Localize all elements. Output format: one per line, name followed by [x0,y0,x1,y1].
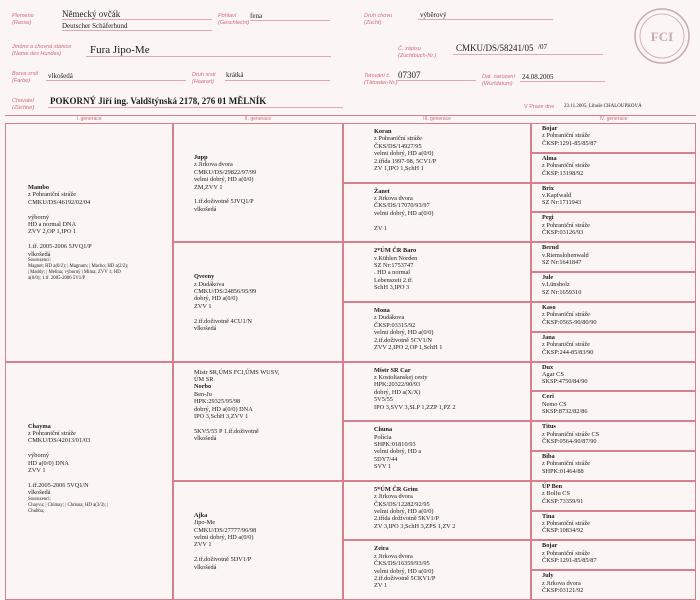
dog-detail: dobrý, HD a(0/0) DNA [194,405,253,413]
dog-name: Ajka [194,511,208,519]
birth-date: 24.08.2005 [522,73,554,81]
dog-detail: vlkošedá [194,205,217,213]
dog-detail: ČKSP:244-85/83/90 [542,348,594,356]
dog-detail: z Pohraniční stráže [28,191,76,199]
dog-name: Qveeny [194,273,215,281]
dog-entry [542,513,590,535]
dog-name: Jupp [194,154,208,161]
dog-detail: vlkošedá [194,325,217,333]
dog-entry [374,367,455,411]
dog-detail: SchH 3,IPO 3 [374,284,410,292]
dog-entry [542,453,590,475]
dog-detail: v.Lünsholz [542,281,570,289]
dog-name: Kaso [542,303,556,311]
druh-srsti-label: Druh srsti (Haarart) [192,72,216,85]
gen1-cell [5,362,173,600]
dog-detail: ZM,ZVV 1 [194,183,223,191]
gen1-header: I. generace [5,115,173,124]
dog-detail: . HD a normal [374,269,411,277]
dog-detail: velmi dobrý, HD a(0/0) [374,329,434,337]
dog-detail: 5KV5/55 P 1.tř.doživotně [194,427,259,435]
pedigree-table [5,115,696,600]
dog-name: Titus [542,423,556,431]
dog-detail: IPO 3,SVV 3,SLP 1,ZZP 1,PZ 2 [374,403,456,411]
dog-detail: z Bolfu CS [542,490,570,498]
dog-detail: vlkošedá [194,563,217,571]
dog-detail: SKSP:4750/84/90 [542,378,588,386]
zapis-label: Č. zápisu (Zuchtbuch-Nr.) [398,46,437,59]
dog-name: Chayma [28,422,51,430]
dog-detail: CMKU/DS/27777/96/98 [194,526,257,534]
dog-entry [374,426,421,470]
gen1-cell [5,123,173,362]
dog-detail: ČKSP:13198/92 [542,169,584,177]
dog-detail [28,445,108,452]
dog-detail: ČKSP:0564-90/87/90 [542,437,597,445]
dog-detail: vlkošedá [28,489,51,497]
gen4-cell [531,212,696,242]
gen4-cell [531,332,696,362]
dog-detail: vlkošedá [28,250,51,258]
dog-detail: HPK:29325/95/98 [194,398,241,406]
gen2-cell [173,123,343,242]
dog-title: Mistr SR,ÚMS FCI,ÚMS WUSV, [194,368,280,376]
dog-detail: ČKSP:03126/93 [542,229,584,237]
dog-entry [542,572,583,594]
dog-detail: CMKU/DS/29822/97/99 [194,168,257,176]
registration-number: CMKU/DS/58241/05 [456,43,534,53]
dog-detail: ČKS/DS/16359/93/95 [374,560,430,568]
dog-detail: z Pohraniční stráže [542,311,590,319]
dog-detail: IPO 3,SchH 3,ZVV 1 [194,412,249,420]
dog-detail: 2.tř.doživotně 5DV1/P [194,556,252,564]
gen4-cell [531,183,696,213]
dog-detail: CMKU/DS/24856/95/99 [194,288,257,296]
dog-detail: z Dudákova [194,280,225,288]
dog-detail: z Pohraniční stráže [542,460,590,468]
dog-detail: ČKSP:03121/92 [542,587,584,594]
dog-name: ÚP Ben [542,482,563,490]
dog-detail: velmi dobrý, HD a [374,448,422,456]
dog-detail: ČKSP:1291-85/85/87 [542,557,597,565]
dog-detail [28,474,108,481]
dog-name: Fura Jipo-Me [90,44,150,56]
dog-name: Bojar [542,542,558,550]
dog-name: July [542,572,554,580]
dog-detail: CMKU/DS/46192/02/04 [28,198,91,206]
siblings-line: Sourozenci: [28,258,51,264]
dog-entry [542,185,581,207]
dog-detail: HD a(0/0) DNA [28,459,69,467]
dog-entry [542,334,593,356]
dog-detail: 1.tř. 2005-2006 5JVQ1/P [28,243,92,251]
druh-chovu-label: Druh chovu (Zucht) [364,13,393,26]
dog-detail: výborný [28,452,49,460]
fci-logo-text: FCI [650,29,674,44]
dog-detail [194,310,256,317]
dog-name: Mistr SR Car [374,366,411,374]
gen3-cell [343,183,531,243]
dog-name: Chuna [374,426,393,434]
dog-detail: Agar CS [542,370,564,378]
siblings-line: Chayvu; | Chimay; | Chrisna; HD a(3/3); | [28,502,109,508]
dog-detail: SZ Nr:1711943 [542,199,582,207]
gen3-cell [343,481,531,541]
dog-detail: z Pohraniční stráže [542,162,590,170]
breed-value: Německý ovčák [62,9,121,19]
jmeno-label: Jméno a chovná stanice (Name des Hundes) [12,44,72,57]
gen3-cell [343,302,531,362]
dog-name: 2*ÚM ČR Baro [374,247,417,255]
dog-detail: z Jirkova dvora [374,552,413,560]
dog-detail: ZVV 2,IPO 2,OP 1,SchH 1 [374,343,443,351]
dog-detail: z Pohraniční stráže [374,135,422,143]
dog-detail: z Pohraniční stráže [542,341,590,349]
gen4-cell [531,302,696,332]
dog-detail: velmi dobrý, HD a(0/0) [374,567,434,575]
gen4-cell [531,451,696,481]
dog-entry [542,304,597,326]
dog-detail: ZV 1 [374,224,388,232]
gen2-cell [173,362,343,481]
dog-detail: z Pohraniční stráže CS [542,430,600,438]
breeder-value: POKORNÝ Jiří ing. Valdštýnská 2178, 276 01 MĚLNÍK [50,96,267,106]
gen3-cell [343,362,531,422]
gen4-cell [531,362,696,392]
dog-detail: velmi dobrý, HD a(0/0) [374,507,434,515]
dog-entry [194,154,256,213]
dog-detail: z Jirkova dvora [374,195,413,203]
sex-value: fena [250,12,263,20]
dog-name: Tina [542,512,555,520]
dog-detail: z Pohraniční stráže [542,132,590,140]
dog-name: Jule [542,274,554,282]
gen4-cell [531,123,696,153]
gen4-cell [531,540,696,570]
dog-detail: ZV 1 [374,582,388,590]
dog-detail: velmi dobrý, HD a(0/0) [194,176,254,184]
dog-detail: SHPK:01464/88 [542,467,584,475]
gen2-cell [173,481,343,600]
dog-name: Zeira [374,545,389,553]
gen3-cell [343,421,531,481]
dog-detail: SZ Nr:1641847 [542,259,582,267]
dog-detail: z Jirkova dvora [542,579,581,587]
dog-detail [194,420,280,427]
dog-detail: Nemo CS [542,400,567,408]
dog-detail: 2.třída doživotně 5KV1/P [374,515,439,523]
gen3-cell [343,540,531,600]
dog-name: Brix [542,184,554,192]
dog-detail: Jipo-Me [194,519,215,527]
dog-detail: CMKU/DS/42013/01/03 [28,437,91,445]
gen4-cell [531,421,696,451]
dog-detail: výborný [28,213,49,221]
dog-entry [542,125,597,147]
dog-entry [28,184,128,282]
gen4-cell [531,391,696,421]
siblings-line: Sourozenci: [28,496,51,502]
gen4-cell [531,481,696,511]
gen3-cell [343,242,531,302]
gen4-cell [531,570,696,600]
dog-entry [28,423,108,515]
dog-detail: v.Kühlen Norden [374,254,418,262]
dog-detail: HPK:20322/90/93 [374,381,421,389]
dog-entry [542,364,588,386]
dog-detail: HD a normal DNA [28,221,77,229]
gen2-header: II. generace [173,115,343,124]
dog-entry [194,512,256,571]
gen4-cell [531,153,696,183]
breed-value-german: Deutscher Schäferhund [62,22,128,30]
dog-detail: SKSP:8732/82/86 [542,408,588,416]
coat-value: krátká [226,71,244,79]
dog-detail: 5V5/55 [374,396,393,404]
dog-detail: SVV 1 [374,463,392,471]
gen2-cell [173,242,343,361]
dog-detail: dobrý, HD a(X/X) [374,388,421,396]
dog-name: Bernd [542,244,559,252]
dog-detail [374,217,433,224]
dog-detail: velmi dobrý, HD a(0/0) [374,209,434,217]
dog-detail: ZVV 2,OP 1,IPO 1 [28,228,77,236]
dog-entry [542,393,588,415]
narozeni-label: Dat. narození (Wurfdatum) [482,74,516,87]
dog-detail: SHPK:01810/93 [374,440,416,448]
dog-detail: ČKS/DS/12282/92/95 [374,500,430,508]
dog-name: Ceri [542,393,554,401]
dog-detail: ZV 1,IPO 1,SchH 1 [374,165,424,173]
dog-name: Mona [374,306,390,314]
dog-detail: SZ Nr:1753747 [374,262,414,270]
dog-detail [28,206,128,213]
dog-detail: 2.tř.doživotně 5CKV1/P [374,575,436,582]
dog-detail: ČKSP:73359/91 [542,497,584,505]
dog-detail: z Pohraniční stráže [542,519,590,527]
tetovani-label: Tetování č. (Tätowier-Nr.) [364,73,398,86]
gen4-cell [531,272,696,302]
dog-detail: Polícia [374,433,392,441]
dog-detail: ČKSP:03315/92 [374,321,416,329]
dog-detail: vlkošedá [194,435,217,443]
gen4-cell [531,242,696,272]
dog-name: Alma [542,154,557,162]
registration-suffix: /07 [538,43,547,51]
issued-value: 23.11.2005, Libuše CHALOUPKOVÁ [564,104,642,109]
dog-entry [542,423,599,445]
gen4-cell [531,511,696,541]
dog-detail: z Jirkova dvora [374,493,413,501]
siblings-line: Magnet; HD a(0/2); | Magnum; | Macho; HD a(2/2); [28,264,129,270]
pohlavi-label: Pohlaví (Geschlecht) [218,13,250,26]
dog-detail: 1.tř.2005-2006 5VQ1/N [28,481,89,489]
dog-detail: ČKS/DS/17070/93/97 [374,202,430,210]
dog-detail: 2.třída 1997-98, 5CV1/P [374,157,437,165]
dog-detail: ZVV 1 [194,541,212,549]
tattoo-value: 07307 [398,70,421,80]
dog-detail: Lebenszeit 2.tř. [374,276,413,284]
dog-entry [374,486,455,530]
dog-detail: Ben-Ju [194,390,212,398]
dog-name: Norbo [194,383,212,391]
dog-detail: ČKSP:10834/92 [542,527,584,535]
dog-detail: z Jirkova dvora [194,161,233,169]
dog-entry [542,274,581,296]
dog-entry [542,244,589,266]
dog-entry [374,545,435,589]
plemeno-label: Plemeno (Rasse) [12,13,34,26]
siblings-line: a(0/0); 1.tř. 2005-2006 5V1/P [28,276,86,282]
dog-name: Bojar [542,125,558,132]
dog-detail: velmi dobrý, HD a(0/0) [374,150,434,158]
dog-detail: z Dudákova [374,314,405,322]
dog-detail [28,236,128,243]
dog-detail: ČKSP:0565-90/80/90 [542,318,597,326]
dog-entry [542,483,583,505]
dog-name: Jana [542,333,555,341]
chovatel-label: Chovatel (Züchter) [12,98,35,111]
barva-label: Barva srsti (Farbe) [12,71,38,84]
dog-detail: ZVV 1 [194,302,212,310]
dog-detail: z Pohraniční stráže [542,549,590,557]
gen4-header: IV. generace [531,115,696,124]
dog-entry [194,273,256,332]
siblings-line: | Maddy; | Melina; výborný | Mima; ZVV 1; HD [28,270,121,276]
dog-name: Mambo [28,184,49,191]
reg-number [4,535,16,595]
dog-detail: velmi dobrý, HD a(0/0) [194,533,254,541]
siblings-line: Chubba; [28,508,45,514]
dog-name: 5*ÚM ČR Grim [374,485,418,493]
dog-detail: ZVV 1 [28,466,46,474]
dog-detail: ZV 3,IPO 3,SchH 3,ZPS 1,ZV 2 [374,522,456,530]
dog-detail: z Kostolianskej cesty [374,373,428,381]
dog-detail: 2.tř.doživotně 4CU1/N [194,317,252,325]
dog-entry [374,307,442,351]
dog-detail: ČKS/DS/14927/95 [374,142,422,150]
color-value: vlkošedá [48,72,73,80]
dog-detail: dobrý, HD a(0/0) [194,295,238,303]
dog-name: Koran [374,128,392,135]
dog-detail: 5DY7/44 [374,455,398,463]
gen3-cell [343,123,531,183]
fci-logo [632,6,692,66]
dog-entry [542,214,590,236]
dog-entry [542,155,590,177]
gen3-header: III. generace [343,115,531,124]
dog-entry [374,247,417,291]
dog-detail: z Pohraniční stráže [28,429,76,437]
dog-title: ÚM SR [194,375,214,383]
dog-name: Dux [542,363,554,371]
dog-detail: v.Riemslohenwald [542,251,589,259]
dog-entry [374,128,436,172]
dog-detail [194,191,256,198]
breeding-type-value: výběrový [420,11,447,19]
dog-name: Pegi [542,214,554,222]
dog-entry [542,542,597,564]
dog-detail: 1.tř.doživotně 5JVQ1/P [194,198,254,206]
dog-detail: 2.tř.doživotně 5CV1/N [374,336,432,344]
dog-entry [374,188,433,232]
dog-name: Žanet [374,187,390,195]
dog-name: Biba [542,452,555,460]
dog-entry [194,369,280,443]
dog-detail: z Pohraniční stráže [542,221,590,229]
dog-detail: v.Kapfwald [542,192,572,200]
vydano-label: V Praze dne [524,104,555,110]
dog-detail: SZ Nr:1659310 [542,288,582,296]
dog-detail [194,549,256,556]
dog-detail: ČKSP:1291-85/85/87 [542,139,597,147]
